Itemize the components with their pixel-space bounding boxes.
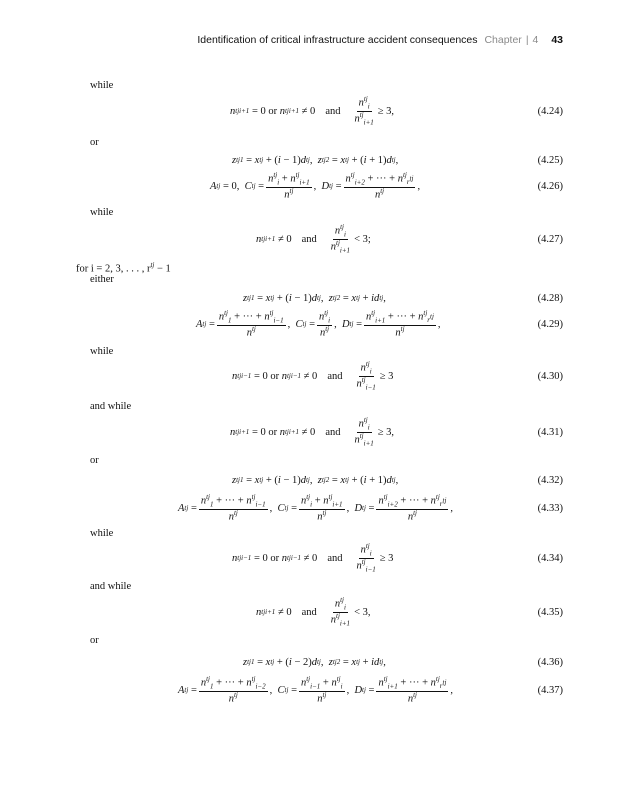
equation-4-33 (0, 494, 625, 522)
text-while-2: while (90, 207, 114, 218)
equation-4-28 (0, 284, 625, 312)
equation-number-4-35: (4.35) (537, 606, 563, 618)
equation-4-33-math: A tj = $\frac{n^{tj}_1 + \cdot\cdot\cdot + n^{tj}_{i-1}}{n^{tj}}$ , C tj = $\frac{n^{tj}_i + n^{tj}_{i+1}}{n^{tj}}$ , D tj = $\frac{n^{tj}_{i+2} + \cdot\cdot\cdot + n^{tj}_{r^{tj}}}{n^{tj}}$ , (178, 492, 454, 523)
for-range-tail: − 1 (154, 263, 171, 275)
chapter-label: Chapter (484, 34, 522, 46)
equation-4-31-math: n tj i+1 = 0 or n tj i+1 ≠ 0 and $\frac{n^{tj}_i}{n^{tj}_{i+1}}$ ≥ 3, (230, 415, 395, 448)
text-or-3: or (90, 635, 99, 646)
equation-number-4-34: (4.34) (537, 552, 563, 564)
equation-4-27 (0, 222, 625, 255)
text-either: either (90, 274, 114, 285)
equation-number-4-37: (4.37) (537, 684, 563, 696)
equation-4-26-math: A tj = 0, C tj = $\frac{n^{tj}_i + n^{tj}_{i+1}}{n^{tj}}$ , D tj = $\frac{n^{tj}_{i+2} + \cdot\cdot\cdot + n^{tj}_{r^{tj}}}{n^{tj}}$ , (210, 170, 421, 201)
equation-4-37-math: A tj = $\frac{n^{tj}_1 + \cdot\cdot\cdot + n^{tj}_{i-2}}{n^{tj}}$ , C tj = $\frac{n^{tj}_{i-1} + n^{tj}_i}{n^{tj}}$ , D tj = $\frac{n^{tj}_{i+1} + \cdot\cdot\cdot + n^{tj}_{r^{tj}}}{n^{tj}}$ , (178, 674, 454, 705)
equation-number-4-27: (4.27) (537, 233, 563, 245)
text-while-3: while (90, 346, 114, 357)
text-while-4: while (90, 528, 114, 539)
equation-4-29-math: A tj = $\frac{n^{tj}_1 + \cdot\cdot\cdot + n^{tj}_{i-1}}{n^{tj}}$ , C tj = $\frac{n^{tj}_i}{n^{tj}}$ , D tj = $\frac{n^{tj}_{i+1} + \cdot\cdot\cdot + n^{tj}_{r^{tj}}}{n^{tj}}$ , (196, 308, 441, 339)
equation-4-34 (0, 541, 625, 574)
equation-number-4-31: (4.31) (537, 426, 563, 438)
running-title: Identification of critical infrastructure accident consequences (197, 34, 478, 46)
equation-number-4-28: (4.28) (537, 292, 563, 304)
equation-number-4-33: (4.33) (537, 502, 563, 514)
equation-4-35-math: n tj i+1 ≠ 0 and $\frac{n^{tj}_i}{n^{tj}_{i+1}}$ < 3, (256, 595, 371, 628)
equation-4-27-math: n tj i+1 ≠ 0 and $\frac{n^{tj}_i}{n^{tj}_{i+1}}$ < 3; (256, 222, 371, 255)
equation-4-30 (0, 359, 625, 392)
text-or-1: or (90, 137, 99, 148)
equation-number-4-25: (4.25) (537, 154, 563, 166)
text-while-1: while (90, 80, 114, 91)
equation-4-28-math: z tj 1 = x tj + ( i − 1) d tj , z tj 2 = x tj + id tj , (243, 292, 386, 304)
chapter-number: 4 (532, 34, 539, 46)
page-number: 43 (551, 34, 563, 46)
equation-4-25 (0, 146, 625, 174)
equation-4-36 (0, 648, 625, 676)
text-for-range: for i = 2, 3, . . . , $r^{tj} - 1$ (76, 261, 171, 275)
equation-4-29 (0, 310, 625, 338)
equation-number-4-24: (4.24) (537, 105, 563, 117)
equation-4-35 (0, 595, 625, 628)
equation-4-34-math: n tj i−1 = 0 or n tj i−1 ≠ 0 and $\frac{n^{tj}_i}{n^{tj}_{i-1}}$ ≥ 3 (232, 541, 394, 574)
text-and-while-2: and while (90, 581, 132, 592)
equation-4-37 (0, 676, 625, 704)
text-or-2: or (90, 455, 99, 466)
text-and-while-1: and while (90, 401, 132, 412)
equation-4-24-math: n tj i+1 = 0 or n tj i+1 ≠ 0 and $\frac{n^{tj}_i}{n^{tj}_{i+1}}$ ≥ 3, (230, 94, 395, 127)
equation-number-4-29: (4.29) (537, 318, 563, 330)
equation-4-25-math: z tj 1 = x tj + ( i − 1) d tj , z tj 2 = x tj + ( i + 1) d tj , (232, 154, 399, 166)
equation-number-4-30: (4.30) (537, 370, 563, 382)
equation-number-4-32: (4.32) (537, 474, 563, 486)
equation-number-4-36: (4.36) (537, 656, 563, 668)
for-range-text: for i = 2, 3, . . . , r (76, 263, 151, 275)
running-header (197, 34, 563, 46)
header-separator: | (525, 34, 529, 46)
equation-4-26 (0, 172, 625, 200)
equation-4-24 (0, 94, 625, 127)
equation-number-4-26: (4.26) (537, 180, 563, 192)
equation-4-31 (0, 415, 625, 448)
equation-4-32 (0, 466, 625, 494)
equation-4-30-math: n tj i−1 = 0 or n tj i−1 ≠ 0 and $\frac{n^{tj}_i}{n^{tj}_{i-1}}$ ≥ 3 (232, 359, 394, 392)
equation-4-32-math: z tj 1 = x tj + ( i − 1) d tj , z tj 2 = x tj + ( i + 1) d tj , (232, 474, 399, 486)
equation-4-36-math: z tj 1 = x tj + ( i − 2) d tj , z tj 2 = x tj + id tj , (243, 656, 386, 668)
